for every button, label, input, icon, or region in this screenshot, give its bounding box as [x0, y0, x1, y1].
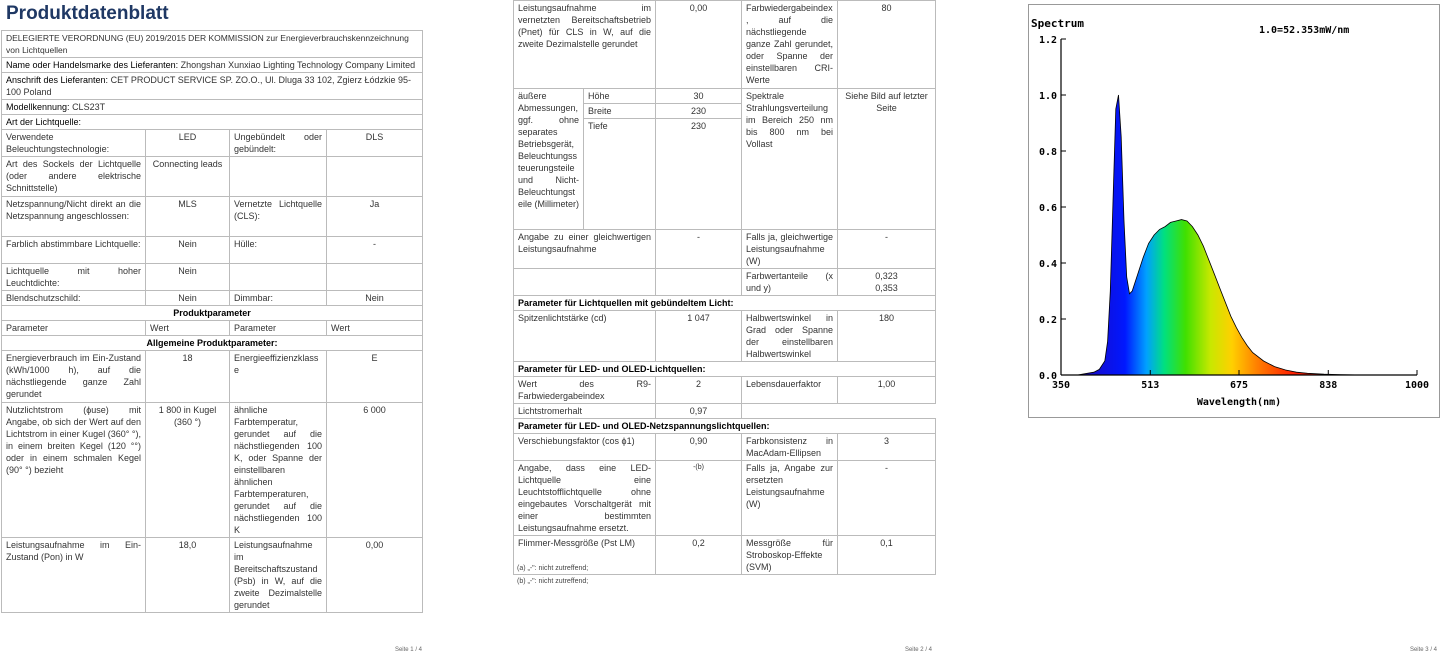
- row-value: 1 047: [656, 311, 742, 362]
- table-row: [2, 538, 423, 613]
- col-header: Parameter: [230, 321, 327, 336]
- row-label: Nutzlichtstrom (ϕuse) mit Angabe, ob sich der Wert auf den Lichtstrom in einer Kugel (360° °), in einem breiten Kegel (120 °°) oder in einem schmalen Kegel (90° °) bezieht: [2, 403, 146, 538]
- table-row: [514, 404, 936, 419]
- row-value: Ja: [327, 197, 423, 237]
- chart-annotation: 1.0=52.353mW/nm: [1259, 25, 1350, 36]
- row-value: Nein: [146, 291, 230, 306]
- row-label: Flimmer-Messgröße (Pst LM): [514, 536, 656, 575]
- table-row: [514, 269, 936, 296]
- product-params-header: Produktparameter: [2, 306, 423, 321]
- table-row: [514, 311, 936, 362]
- table-row: [2, 351, 423, 403]
- dimension-name: Breite: [584, 104, 656, 119]
- supplier-address-label: Anschrift des Lieferanten:: [6, 75, 109, 85]
- chromaticity-y: 0,353: [875, 283, 898, 293]
- row-label: Lichtquelle mit hoher Leuchtdichte:: [2, 264, 146, 291]
- dimension-name: Höhe: [584, 89, 656, 104]
- x-tick-label: 350: [1051, 380, 1071, 391]
- row-label: Farbkonsistenz in MacAdam-Ellipsen: [742, 434, 838, 461]
- row-value: Nein: [146, 237, 230, 264]
- row-value: 0,90: [656, 434, 742, 461]
- row-label: ähnliche Farbtemperatur, gerundet auf die nächstliegenden 100 K, oder Spanne der einstellbaren ähnlichen Farbtemperaturen, gerundet auf die nächstliegenden 100 K: [230, 403, 327, 538]
- spectrum-svg: [1029, 5, 1439, 417]
- table-row: [2, 291, 423, 306]
- dimension-name: Tiefe: [584, 119, 656, 230]
- datasheet-page-1: [0, 0, 430, 653]
- row-value: -: [656, 230, 742, 269]
- row-label: [230, 157, 327, 197]
- y-tick-label: 0.8: [1038, 147, 1057, 158]
- regulation-text: DELEGIERTE VERORDNUNG (EU) 2019/2015 DER KOMMISSION zur Energieverbrauchskennzeichnung von Lichtquellen: [2, 31, 423, 58]
- row-label: Hülle:: [230, 237, 327, 264]
- chromaticity-values: [838, 269, 936, 296]
- row-label: Energieverbrauch im Ein-Zustand (kWh/1000 h), auf die nächstliegende ganze Zahl gerundet: [2, 351, 146, 403]
- row-value: 18,0: [146, 538, 230, 613]
- row-label: Ungebündelt oder gebündelt:: [230, 130, 327, 157]
- table-row: [514, 1, 936, 89]
- row-value: [327, 157, 423, 197]
- row-label: Farblich abstimmbare Lichtquelle:: [2, 237, 146, 264]
- led-header: Parameter für LED- und OLED-Lichtquellen:: [514, 362, 936, 377]
- row-value: -: [838, 461, 936, 536]
- footnote-a: (a) „-": nicht zutreffend;: [517, 565, 589, 572]
- row-value: 1,00: [838, 377, 936, 404]
- x-tick-label: 675: [1229, 380, 1249, 391]
- row-value: 1 800 in Kugel (360 °): [146, 403, 230, 538]
- supplier-name-label: Name oder Handelsmarke des Lieferanten:: [6, 60, 179, 70]
- supplier-address-row: [2, 73, 423, 100]
- row-value: 0,1: [838, 536, 936, 575]
- row-value: MLS: [146, 197, 230, 237]
- row-value: 6 000: [327, 403, 423, 538]
- table-row: [2, 197, 423, 237]
- col-header: Parameter: [2, 321, 146, 336]
- page-number: Seite 2 / 4: [904, 647, 932, 653]
- type-header: Art der Lichtquelle:: [2, 115, 423, 130]
- row-label: Energieeffizienzklasse: [230, 351, 327, 403]
- spectrum-area: [1061, 95, 1417, 375]
- row-value: 3: [838, 434, 936, 461]
- table-row: [514, 461, 936, 536]
- row-value: 0,97: [656, 404, 742, 419]
- page-number: Seite 3 / 4: [1409, 647, 1437, 653]
- row-label: Leistungsaufnahme im Ein-Zustand (Pon) in W: [2, 538, 146, 613]
- row-value: E: [327, 351, 423, 403]
- y-tick-label: 1.0: [1038, 91, 1057, 102]
- row-value: Nein: [146, 264, 230, 291]
- table-row: [2, 157, 423, 197]
- row-value: 80: [838, 1, 936, 89]
- general-params-header: Allgemeine Produktparameter:: [2, 336, 423, 351]
- row-label: Farbwertanteile (x und y): [742, 269, 838, 296]
- row-label: Blendschutzschild:: [2, 291, 146, 306]
- table-row: [2, 403, 423, 538]
- y-tick-label: 0.0: [1038, 371, 1057, 382]
- table-row: [2, 264, 423, 291]
- row-value: -: [838, 230, 936, 269]
- spectral-label: Spektrale Strahlungsverteilung im Bereich 250 nm bis 800 nm bei Vollast: [742, 89, 838, 230]
- spectral-value: Siehe Bild auf letzter Seite: [838, 89, 936, 230]
- table-row: [514, 434, 936, 461]
- column-header-row: [2, 321, 423, 336]
- mains-header: Parameter für LED- und OLED-Netzspannungslichtquellen:: [514, 419, 936, 434]
- row-label: Spitzenlichtstärke (cd): [514, 311, 656, 362]
- row-label: Halbwertswinkel in Grad oder Spanne der einstellbaren Halbwertswinkel: [742, 311, 838, 362]
- y-tick-label: 1.2: [1038, 35, 1057, 46]
- row-value: 180: [838, 311, 936, 362]
- row-label: Lichtstromerhalt: [514, 404, 656, 419]
- datasheet-page-3: [1020, 0, 1445, 653]
- y-tick-label: 0.6: [1038, 203, 1057, 214]
- page-number: Seite 1 / 4: [394, 647, 422, 653]
- row-value: 18: [146, 351, 230, 403]
- dimensions-label: äußere Abmessungen, ggf. ohne separates Betriebsgerät, Beleuchtungssteuerungsteile und Nicht-Beleuchtungsteile (Millimeter): [514, 89, 584, 230]
- row-label: Farbwiedergabeindex, auf die nächstliegende ganze Zahl gerundet, oder Spanne der einstellbaren CRI-Werte: [742, 1, 838, 89]
- row-value: 0,00: [656, 1, 742, 89]
- page-title: Produktdatenblatt: [6, 3, 169, 24]
- x-tick-label: 1000: [1404, 380, 1430, 391]
- row-label: Leistungsaufnahme im vernetzten Bereitschaftsbetrieb (Pnet) für CLS in W, auf die zweite Dezimalstelle gerundet: [514, 1, 656, 89]
- datasheet-table-1: [1, 30, 423, 613]
- datasheet-page-2: [510, 0, 940, 653]
- y-tick-label: 0.4: [1038, 259, 1057, 270]
- dimension-value: 30: [656, 89, 742, 104]
- dimension-value: 230: [656, 104, 742, 119]
- model-label: Modellkennung:: [6, 102, 70, 112]
- row-label: Falls ja, gleichwertige Leistungsaufnahme (W): [742, 230, 838, 269]
- row-label: Verschiebungsfaktor (cos ϕ1): [514, 434, 656, 461]
- supplier-name: Zhongshan Xunxiao Lighting Technology Company Limited: [180, 60, 416, 70]
- col-header: Wert: [327, 321, 423, 336]
- chart-title: Spectrum: [1031, 17, 1084, 30]
- row-label: Leistungsaufnahme im Bereitschaftszustand (Psb) in W, auf die zweite Dezimalstelle gerundet: [230, 538, 327, 613]
- row-label: Art des Sockels der Lichtquelle (oder andere elektrische Schnittstelle): [2, 157, 146, 197]
- x-tick-label: 513: [1141, 380, 1160, 391]
- footnote-b: (b) „-": nicht zutreffend;: [517, 578, 589, 585]
- spectrum-chart: [1028, 4, 1440, 418]
- x-tick-label: 838: [1319, 380, 1338, 391]
- footnotes: [517, 562, 588, 588]
- table-row: [2, 237, 423, 264]
- row-label: Wert des R9-Farbwiedergabeindex: [514, 377, 656, 404]
- row-label: [230, 264, 327, 291]
- table-row: [514, 377, 936, 404]
- row-label: Vernetzte Lichtquelle (CLS):: [230, 197, 327, 237]
- row-value: 0,00: [327, 538, 423, 613]
- row-label: Angabe, dass eine LED-Lichtquelle eine Leuchtstofflichtquelle ohne eingebautes Vorschaltgerät mit einer bestimmten Leistungsaufnahme ersetzt.: [514, 461, 656, 536]
- row-label: Lebensdauerfaktor: [742, 377, 838, 404]
- row-value: [327, 264, 423, 291]
- row-value: Connecting leads: [146, 157, 230, 197]
- dimension-value: 230: [656, 119, 742, 230]
- supplier-address: CET PRODUCT SERVICE SP. ZO.O., Ul. Dluga 33 102, Zgierz Łódzkie 95-100 Poland: [6, 75, 412, 97]
- row-value: LED: [146, 130, 230, 157]
- chromaticity-x: 0,323: [875, 271, 898, 281]
- row-label: Messgröße für Stroboskop-Effekte (SVM): [742, 536, 838, 575]
- row-value: 0,2: [656, 536, 742, 575]
- table-row: [2, 130, 423, 157]
- table-row: [514, 230, 936, 269]
- datasheet-table-2: [513, 0, 936, 575]
- row-label: Angabe zu einer gleichwertigen Leistungsaufnahme: [514, 230, 656, 269]
- row-label: Netzspannung/Nicht direkt an die Netzspannung angeschlossen:: [2, 197, 146, 237]
- row-label: Verwendete Beleuchtungstechnologie:: [2, 130, 146, 157]
- row-label: Falls ja, Angabe zur ersetzten Leistungsaufnahme (W): [742, 461, 838, 536]
- row-value: 2: [656, 377, 742, 404]
- row-value: -: [327, 237, 423, 264]
- model-row: [2, 100, 423, 115]
- x-axis-label: Wavelength(nm): [1196, 397, 1282, 408]
- y-tick-label: 0.2: [1038, 315, 1057, 326]
- model-value: CLS23T: [72, 102, 106, 112]
- row-value: Nein: [327, 291, 423, 306]
- row-label: Dimmbar:: [230, 291, 327, 306]
- table-row: [514, 89, 936, 104]
- col-header: Wert: [146, 321, 230, 336]
- supplier-name-row: [2, 58, 423, 73]
- row-value: -(b): [656, 461, 742, 536]
- row-value: DLS: [327, 130, 423, 157]
- bundled-header: Parameter für Lichtquellen mit gebündeltem Licht:: [514, 296, 936, 311]
